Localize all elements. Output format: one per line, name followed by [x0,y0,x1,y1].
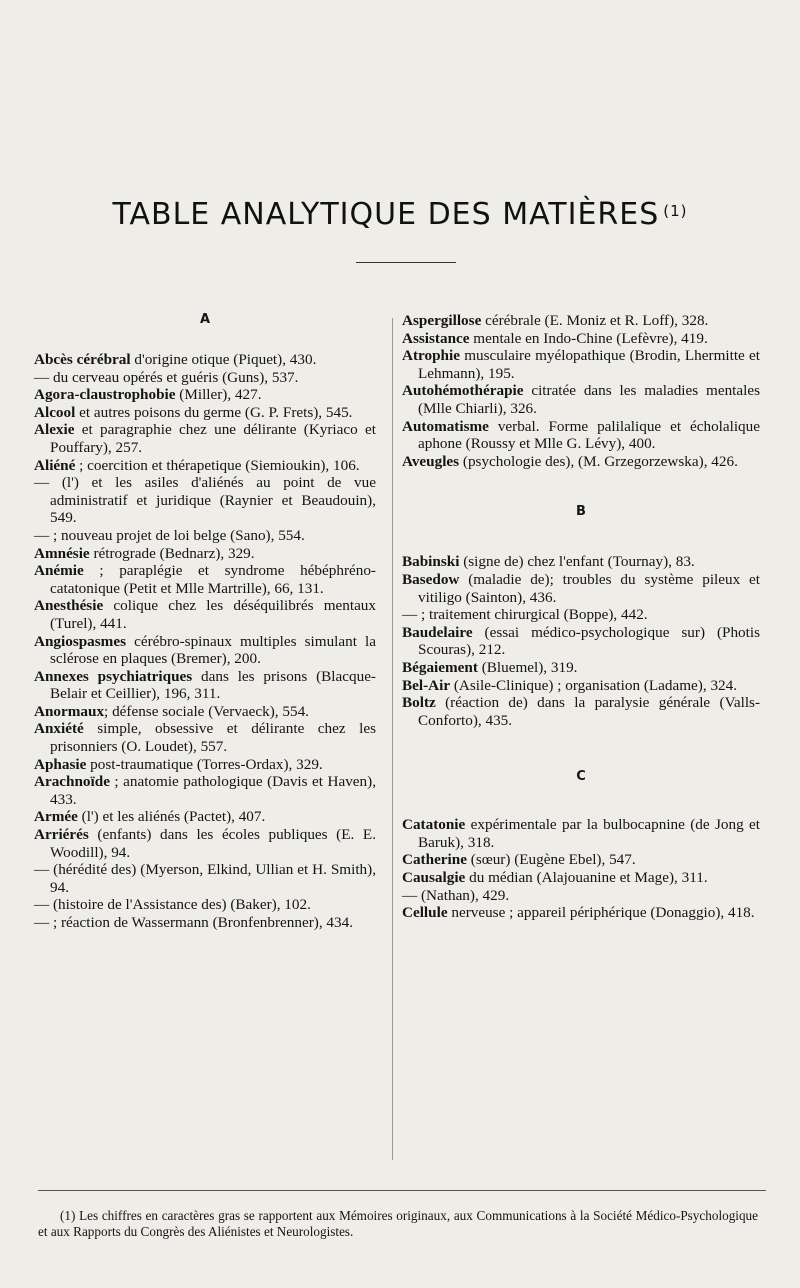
index-entry [402,606,760,624]
entry-text: post-traumatique (Torres-Ordax), 329. [86,755,323,773]
entry-headword: Boltz [402,694,436,712]
entry-headword: Autohémothérapie [402,382,524,400]
entry-text: (l') et les aliénés (Pactet), 407. [77,808,266,826]
index-list-a [34,351,376,932]
entry-headword: Aliéné [34,456,76,474]
index-entry [34,756,376,774]
index-list-b [402,553,760,729]
index-entry [402,887,760,905]
entry-text: nerveuse ; appareil périphérique (Donaggio), 418. [447,904,755,922]
index-entry [402,347,760,382]
entry-text: (réaction de) dans la paralysie générale (Valls-Conforto), 435. [418,694,760,729]
entry-headword: Babinski [402,553,460,571]
entry-text: — ; réaction de Wassermann (Bronfenbrenner), 434. [34,914,354,931]
index-entry [34,351,376,369]
entry-headword: Aveugles [402,452,460,470]
title-footnote-marker: (1) [663,202,688,220]
index-entry [34,562,376,597]
index-entry [34,474,376,527]
index-entry [34,668,376,703]
entry-text: (Miller), 427. [175,386,262,404]
index-entry [402,330,760,348]
entry-headword: Arriérés [34,826,89,844]
entry-text: citratée dans les maladies mentales (Mlle Chiarli), 326. [418,382,760,417]
index-entry [34,703,376,721]
index-entry [402,553,760,571]
index-entry [402,312,760,330]
entry-headword: Causalgie [402,869,466,887]
entry-text: et autres poisons du germe (G. P. Frets), 545. [75,403,353,421]
entry-headword: Cellule [402,904,448,922]
entry-headword: Anormaux [34,702,105,720]
entry-text: — du cerveau opérés et guéris (Guns), 537. [34,368,299,386]
index-list-a-cont [402,312,760,470]
index-entry [402,851,760,869]
index-entry [402,904,760,922]
entry-text: ; défense sociale (Vervaeck), 554. [104,702,309,720]
entry-text: — (histoire de l'Assistance des) (Baker), 102. [34,896,311,914]
entry-text: colique chez les déséquilibrés mentaux (Turel), 441. [50,597,376,632]
entry-text: ; anatomie pathologique (Davis et Haven), 433. [50,773,376,808]
entry-headword: Armée [34,808,78,826]
index-entry [34,545,376,563]
entry-headword: Anémie [34,562,84,580]
entry-text: (maladie de); troubles du système pileux et vitiligo (Sainton), 436. [418,570,760,606]
entry-text: — ; nouveau projet de loi belge (Sano), 554. [34,526,305,544]
entry-headword: Bel-Air [402,676,451,694]
entry-headword: Angiospasmes [34,632,126,650]
index-entry [34,633,376,668]
entry-text: simple, obsessive et délirante chez les prisonniers (O. Loudet), 557. [50,720,376,756]
entry-text: (psychologie des), (M. Grzegorzewska), 426. [459,452,738,470]
entry-headword: Catatonie [402,816,466,834]
entry-text: d'origine otique (Piquet), 430. [130,351,317,368]
entry-text: mentale en Indo-Chine (Lefèvre), 419. [469,329,708,347]
index-entry [34,773,376,808]
entry-text: musculaire myélopathique (Brodin, Lhermitte et Lehmann), 195. [418,347,760,382]
index-entry [34,597,376,632]
entry-text: (enfants) dans les écoles publiques (E. E. Woodill), 94. [50,826,376,861]
entry-text: — (Nathan), 429. [402,886,510,904]
page-title: TABLE ANALYTIQUE DES MATIÈRES $^{(1)}$ [112,197,688,232]
entry-text: — ; traitement chirurgical (Boppe), 442. [402,606,648,624]
entry-headword: Alexie [34,421,75,439]
index-entry [402,816,760,851]
index-entry [402,571,760,606]
entry-headword: Arachnoïde [34,773,110,791]
entry-text: cérébrale (E. Moniz et R. Loff), 328. [481,312,709,329]
entry-text: (Asile-Clinique) ; organisation (Ladame), 324. [450,676,738,694]
entry-text: (signe de) chez l'enfant (Tournay), 83. [459,553,695,571]
entry-text: (sœur) (Eugène Ebel), 547. [466,851,636,869]
footnote: (1) Les chiffres en caractères gras se rapportent aux Mémoires originaux, aux Communications à la Société Médico-Psychologique et aux Rapports du Congrès des Aliénistes et Neurologistes. [38,1208,758,1239]
index-entry [402,694,760,729]
index-entry [34,527,376,545]
index-entry [402,382,760,417]
entry-headword: Bégaiement [402,658,478,676]
index-entry [402,453,760,471]
index-entry [34,369,376,387]
entry-headword: Basedow [402,570,460,588]
entry-text: ; coercition et thérapetique (Siemioukin), 106. [75,456,360,474]
index-entry [34,386,376,404]
index-entry [402,624,760,659]
entry-text: cérébro-spinaux multiples simulant la sclérose en plaques (Bremer), 200. [50,632,376,668]
index-entry [34,914,376,932]
entry-text: du médian (Alajouanine et Mage), 311. [465,869,708,887]
entry-text: — (l') et les asiles d'aliénés au point de vue administratif et juridique (Raynier et Beaudouin), 549. [34,474,376,527]
entry-headword: Anxiété [34,720,84,738]
index-entry [34,808,376,826]
entry-headword: Anesthésie [34,597,104,615]
entry-text: et paragraphie chez une délirante (Kyriaco et Pouffary), 257. [50,421,376,456]
entry-headword: Annexes psychiatriques [34,667,193,685]
entry-text: (essai médico-psychologique sur) (Photis Scouras), 212. [418,623,760,659]
section-letter-a: A [199,312,211,327]
index-list-c [402,816,760,922]
entry-headword: Amnésie [34,544,90,562]
entry-headword: Aphasie [34,755,87,773]
index-entry [402,659,760,677]
index-entry [402,869,760,887]
entry-headword: Automatisme [402,417,489,435]
entry-headword: Catherine [402,851,467,869]
index-entry [34,826,376,861]
section-letter-b: B [576,504,586,520]
index-entry [402,677,760,695]
entry-headword: Aspergillose [402,312,482,329]
index-entry [34,457,376,475]
entry-headword: Assistance [402,329,470,347]
section-letter-c: C [576,769,586,785]
index-entry [402,418,760,453]
entry-headword: Abcès cérébral [34,351,131,368]
entry-headword: Agora-claustrophobie [34,386,176,404]
entry-text: — (hérédité des) (Myerson, Elkind, Ullian et H. Smith), 94. [34,861,376,896]
entry-headword: Atrophie [402,347,460,365]
entry-text: expérimentale par la bulbocapnine (de Jong et Baruk), 318. [418,816,760,851]
index-entry [34,720,376,755]
left-column [34,312,376,932]
entry-text: (Bluemel), 319. [477,658,578,676]
entry-text: dans les prisons (Blacque-Belair et Ceillier), 196, 311. [50,667,376,703]
column-divider [392,318,393,1160]
footnote-rule [38,1190,766,1191]
entry-headword: Baudelaire [402,623,473,641]
entry-text: rétrograde (Bednarz), 329. [89,544,255,562]
index-entry [34,896,376,914]
index-entry [34,421,376,456]
entry-text: ; paraplégie et syndrome hébéphréno-catatonique (Petit et Mlle Martrille), 66, 131. [50,562,376,597]
entry-text: verbal. Forme palilalique et écholalique aphone (Roussy et Mlle G. Lévy), 400. [418,417,760,453]
index-entry [34,404,376,422]
right-column [402,312,760,922]
index-entry [34,861,376,896]
title-rule [356,262,456,263]
entry-headword: Alcool [34,403,76,421]
